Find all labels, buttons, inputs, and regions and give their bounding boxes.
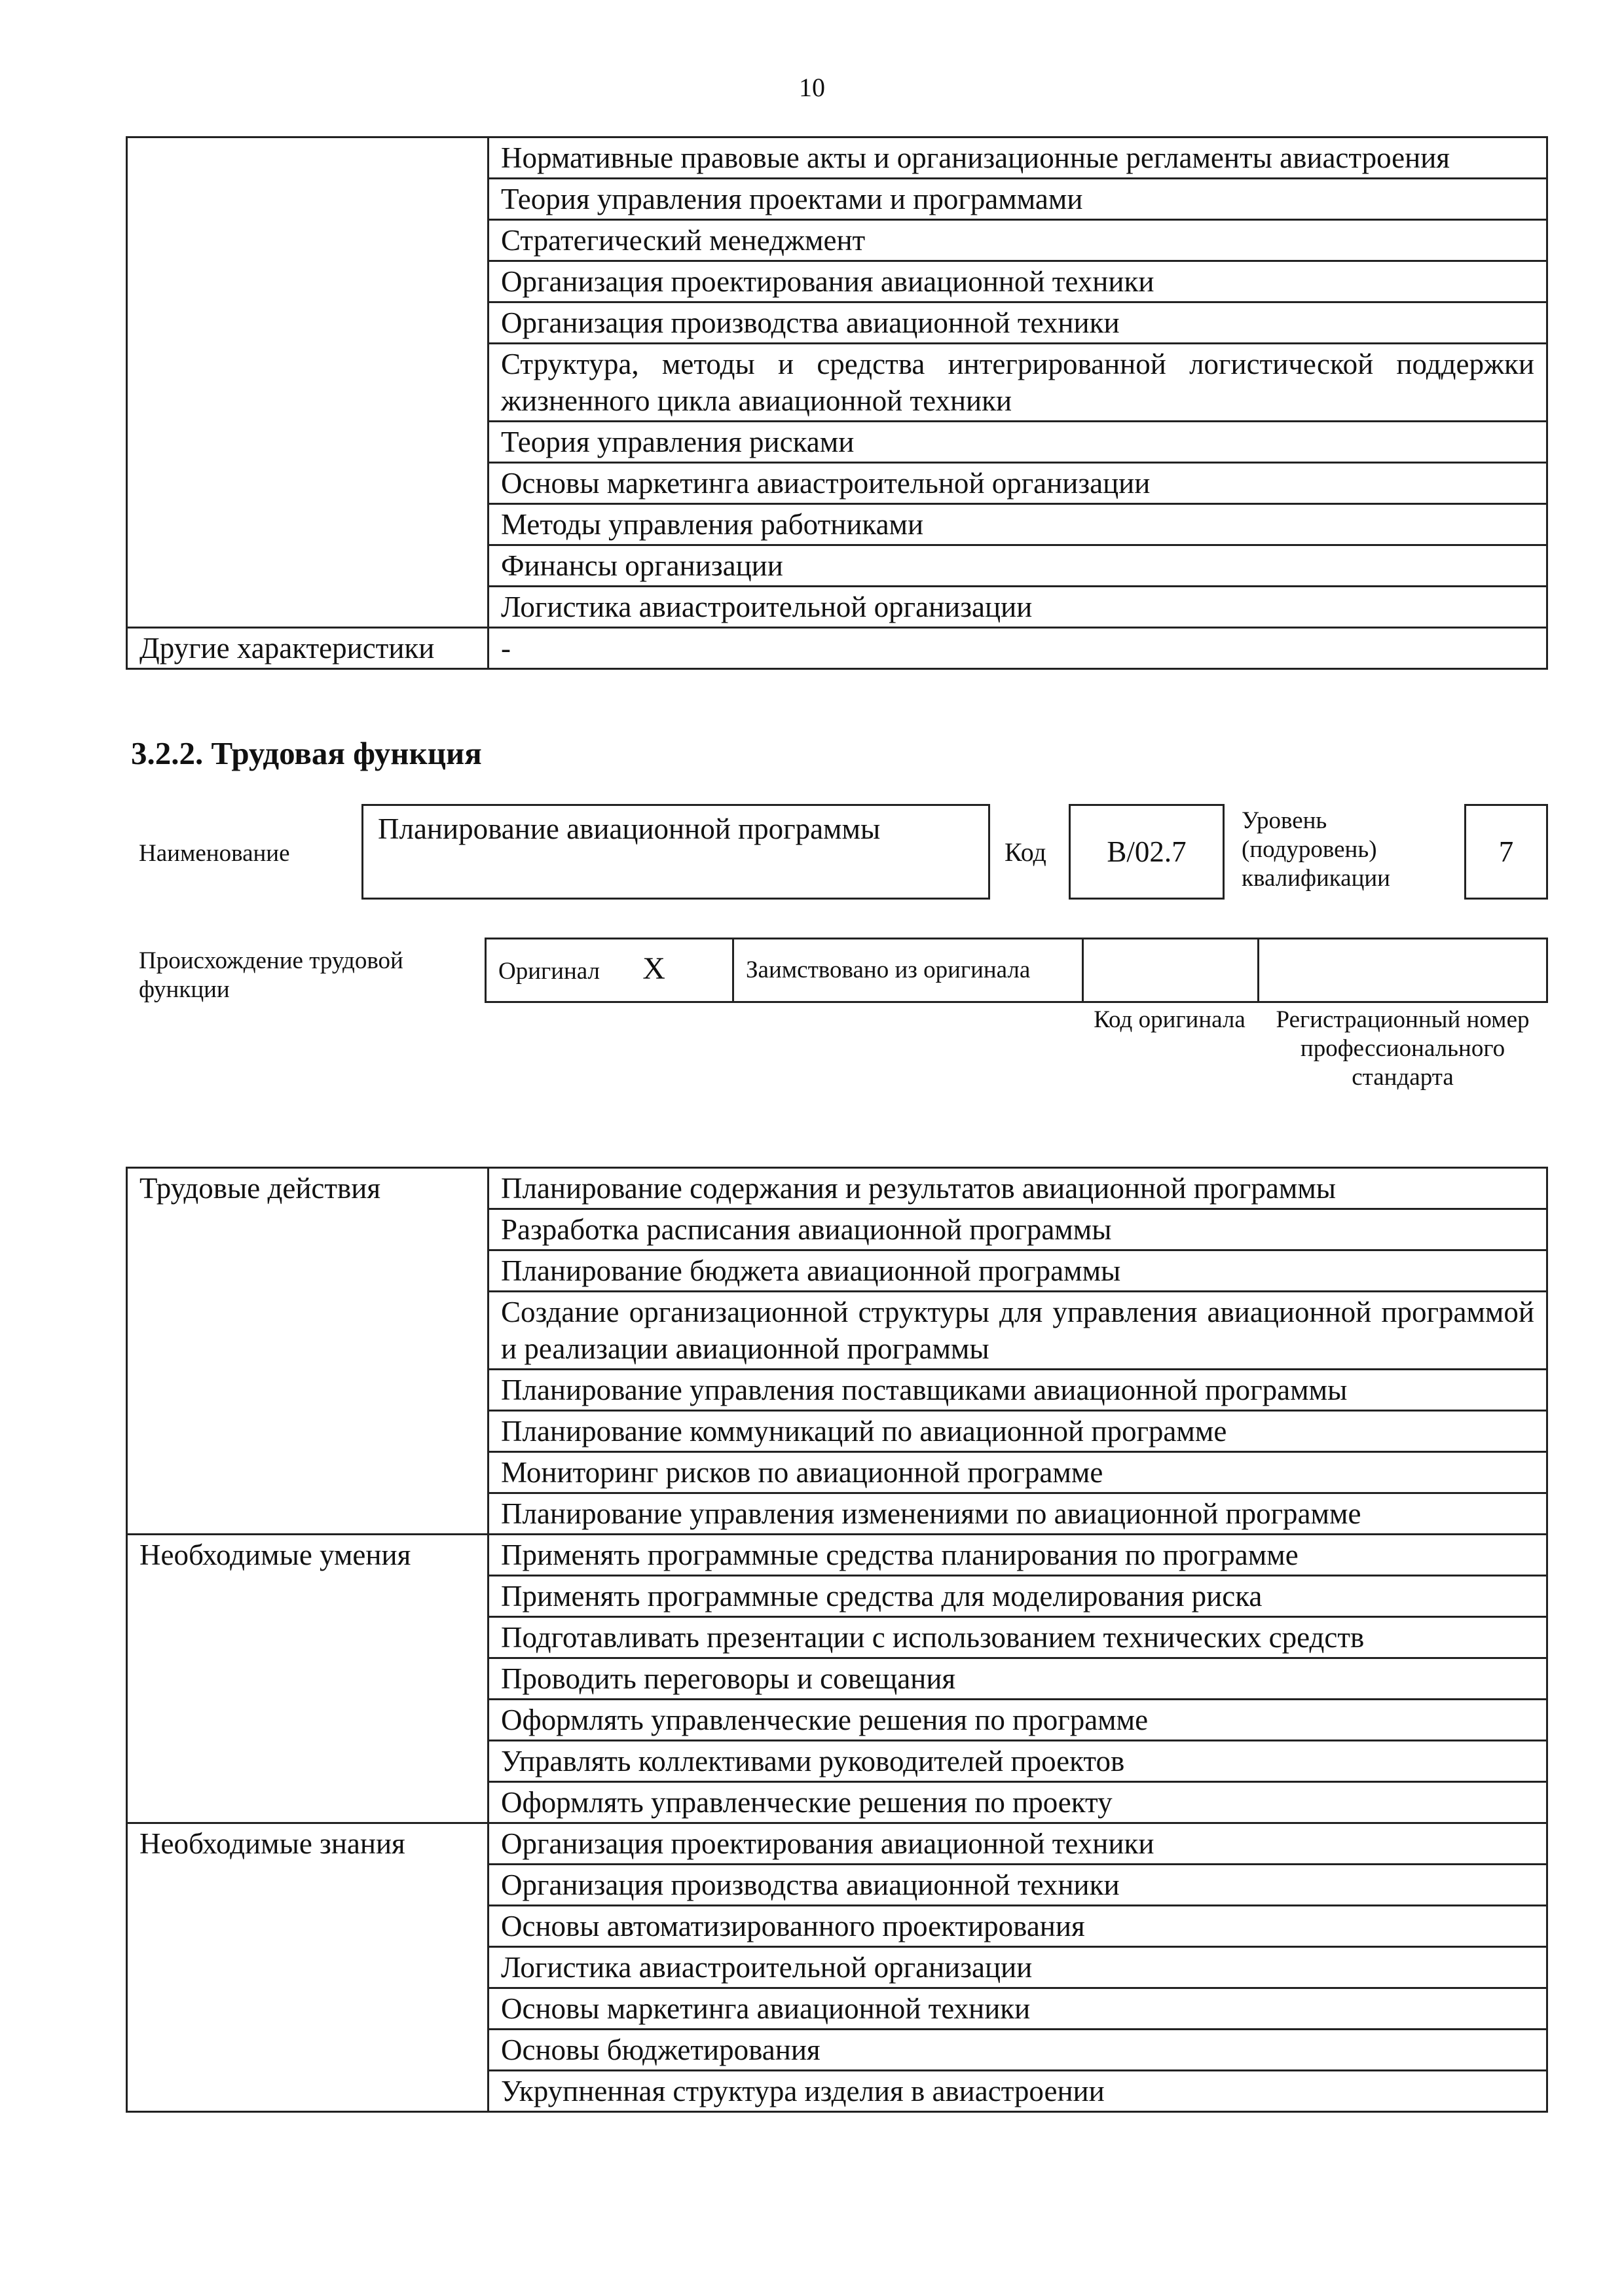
original-code-caption: Код оригинала [1094,1006,1246,1033]
knowledge-label: Необходимые знания [127,1823,489,2112]
knowledge-item: Организация проектирования авиационной техники [489,1823,1547,1865]
skill-item: Управлять коллективами руководителей проектов [489,1741,1547,1782]
knowledge-item: Теория управления проектами и программами [489,179,1547,220]
action-item: Планирование управления изменениями по авиационной программе [489,1493,1547,1535]
section-heading: 3.2.2. Трудовая функция [131,735,482,771]
origin-label: Происхождение трудовой функции [139,947,403,1003]
original-label: Оригинал [498,958,600,985]
knowledge-item: Логистика авиастроительной организации [489,587,1547,628]
other-characteristics-value: - [489,628,1547,669]
function-name-box [361,804,990,900]
skill-item: Оформлять управленческие решения по проекту [489,1782,1547,1823]
knowledge-item: Организация производства авиационной техники [489,302,1547,344]
knowledge-item: Основы автоматизированного проектирования [489,1906,1547,1947]
original-code-cell [1083,939,1259,1002]
page-number: 10 [799,73,825,102]
empty-label-cell [127,137,489,628]
knowledge-item: Логистика авиастроительной организации [489,1947,1547,1988]
labor-function-table [126,1167,1548,2113]
action-item: Создание организационной структуры для управления авиационной программой и реализации авиационной программы [489,1292,1547,1370]
action-item: Мониторинг рисков по авиационной программе [489,1452,1547,1493]
skill-item: Применять программные средства для моделирования риска [489,1576,1547,1617]
table-row [127,1168,1547,1209]
code-label: Код [1005,837,1046,867]
borrowed-label: Заимствовано из оригинала [746,957,1031,983]
action-item: Планирование управления поставщиками авиационной программы [489,1370,1547,1411]
level-value-box [1464,804,1548,900]
action-item: Планирование коммуникаций по авиационной программе [489,1411,1547,1452]
action-item: Планирование бюджета авиационной программы [489,1250,1547,1292]
skill-item: Проводить переговоры и совещания [489,1658,1547,1700]
actions-label: Трудовые действия [127,1168,489,1535]
registration-number-caption: Регистрационный номер профессионального стандарта [1276,1006,1530,1091]
knowledge-table-continued [126,136,1548,670]
code-value-box [1069,804,1225,900]
knowledge-item: Структура, методы и средства интегрированной логистической поддержки жизненного цикла авиационной техники [489,344,1547,422]
knowledge-item: Финансы организации [489,545,1547,587]
borrowed-cell [733,939,1083,1002]
knowledge-item: Нормативные правовые акты и организационные регламенты авиастроения [489,137,1547,179]
knowledge-item: Основы маркетинга авиационной техники [489,1988,1547,2030]
knowledge-item: Стратегический менеджмент [489,220,1547,261]
knowledge-item: Организация проектирования авиационной техники [489,261,1547,302]
table-row [127,137,1547,179]
knowledge-item: Основы маркетинга авиастроительной организации [489,463,1547,504]
knowledge-item: Основы бюджетирования [489,2030,1547,2071]
skill-item: Применять программные средства планирования по программе [489,1535,1547,1576]
knowledge-item: Организация производства авиационной техники [489,1865,1547,1906]
original-mark: X [642,951,665,986]
action-item: Разработка расписания авиационной программы [489,1209,1547,1250]
table-row [127,628,1547,669]
table-row [127,1823,1547,1865]
origin-table [485,938,1548,1003]
level-value: 7 [1498,835,1514,868]
table-row [127,1535,1547,1576]
name-label: Наименование [139,840,290,867]
function-name-value: Планирование авиационной программы [378,812,881,845]
code-value: B/02.7 [1107,835,1187,868]
skill-item: Подготавливать презентации с использованием технических средств [489,1617,1547,1658]
table-row [486,939,1547,1002]
other-characteristics-label: Другие характеристики [127,628,489,669]
skills-label: Необходимые умения [127,1535,489,1823]
level-label: Уровень (подуровень) квалификации [1242,807,1390,892]
action-item: Планирование содержания и результатов авиационной программы [489,1168,1547,1209]
original-cell [486,939,733,1002]
knowledge-item: Теория управления рисками [489,422,1547,463]
knowledge-item: Укрупненная структура изделия в авиастроении [489,2071,1547,2112]
knowledge-item: Методы управления работниками [489,504,1547,545]
registration-number-cell [1259,939,1547,1002]
skill-item: Оформлять управленческие решения по программе [489,1700,1547,1741]
